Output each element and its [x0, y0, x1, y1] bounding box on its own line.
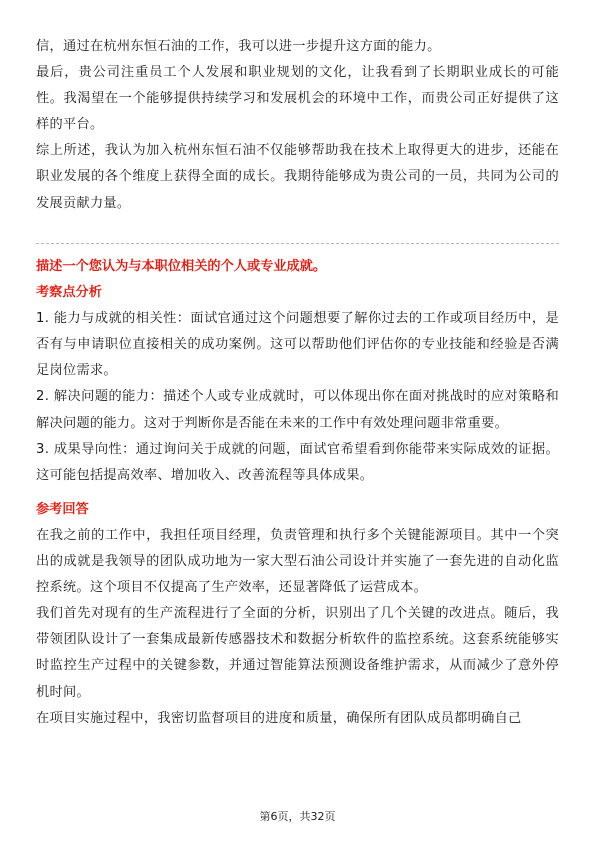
- intro-paragraph: 综上所述，我认为加入杭州东恒石油不仅能够帮助我在技术上取得更大的进步，还能在职业发展的各个维度上获得全面的成长。我期待能够成为贵公司的一员，共同为公司的发展贡献力量。: [36, 143, 559, 211]
- section-divider: [36, 243, 559, 244]
- answer-paragraph: 我们首先对现有的生产流程进行了全面的分析，识别出了几个关键的改进点。随后，我带领团队设计了一套集成最新传感器技术和数据分析软件的监控系统。这套系统能够实时监控生产过程中的关键参数，并通过智能算法预测设备维护需求，从而减少了意外停机时间。: [36, 606, 559, 700]
- page-number: 第6页，共32页: [259, 810, 336, 823]
- answer-paragraph: 在项目实施过程中，我密切监督项目的进度和质量，确保所有团队成员都明确自己: [36, 710, 522, 726]
- question-section: [36, 254, 559, 732]
- analysis-item: 3. 成果导向性：通过询问关于成就的问题，面试官希望看到你能带来实际成效的证据。这可能包括提高效率、增加收入、改善流程等具体成果。: [36, 441, 559, 483]
- intro-section: [36, 34, 559, 217]
- intro-paragraph: 最后，贵公司注重员工个人发展和职业规划的文化，让我看到了长期职业成长的可能性。我渴望在一个能够提供持续学习和发展机会的环境中工作，而贵公司正好提供了这样的平台。: [36, 65, 559, 133]
- question-title: 描述一个您认为与本职位相关的个人或专业成就。: [36, 259, 327, 274]
- analysis-item: 1. 能力与成就的相关性：面试官通过这个问题想要了解你过去的工作或项目经历中，是否有与申请职位直接相关的成功案例。这可以帮助他们评估你的专业技能和经验是否满足岗位需求。: [36, 311, 559, 379]
- intro-paragraph: 信，通过在杭州东恒石油的工作，我可以进一步提升这方面的能力。: [36, 39, 441, 54]
- analysis-heading: 考察点分析: [36, 285, 102, 301]
- analysis-item: 2. 解决问题的能力：描述个人或专业成就时，可以体现出你在面对挑战时的应对策略和解决问题的能力。这对于判断你是否能在未来的工作中有效处理问题非常重要。: [36, 389, 559, 431]
- answer-heading: 参考回答: [36, 501, 89, 517]
- answer-paragraph: 在我之前的工作中，我担任项目经理，负责管理和执行多个关键能源项目。其中一个突出的成就是我领导的团队成功地为一家大型石油公司设计并实施了一套先进的自动化监控系统。这个项目不仅提高了生产效率，还显著降低了运营成本。: [36, 527, 559, 596]
